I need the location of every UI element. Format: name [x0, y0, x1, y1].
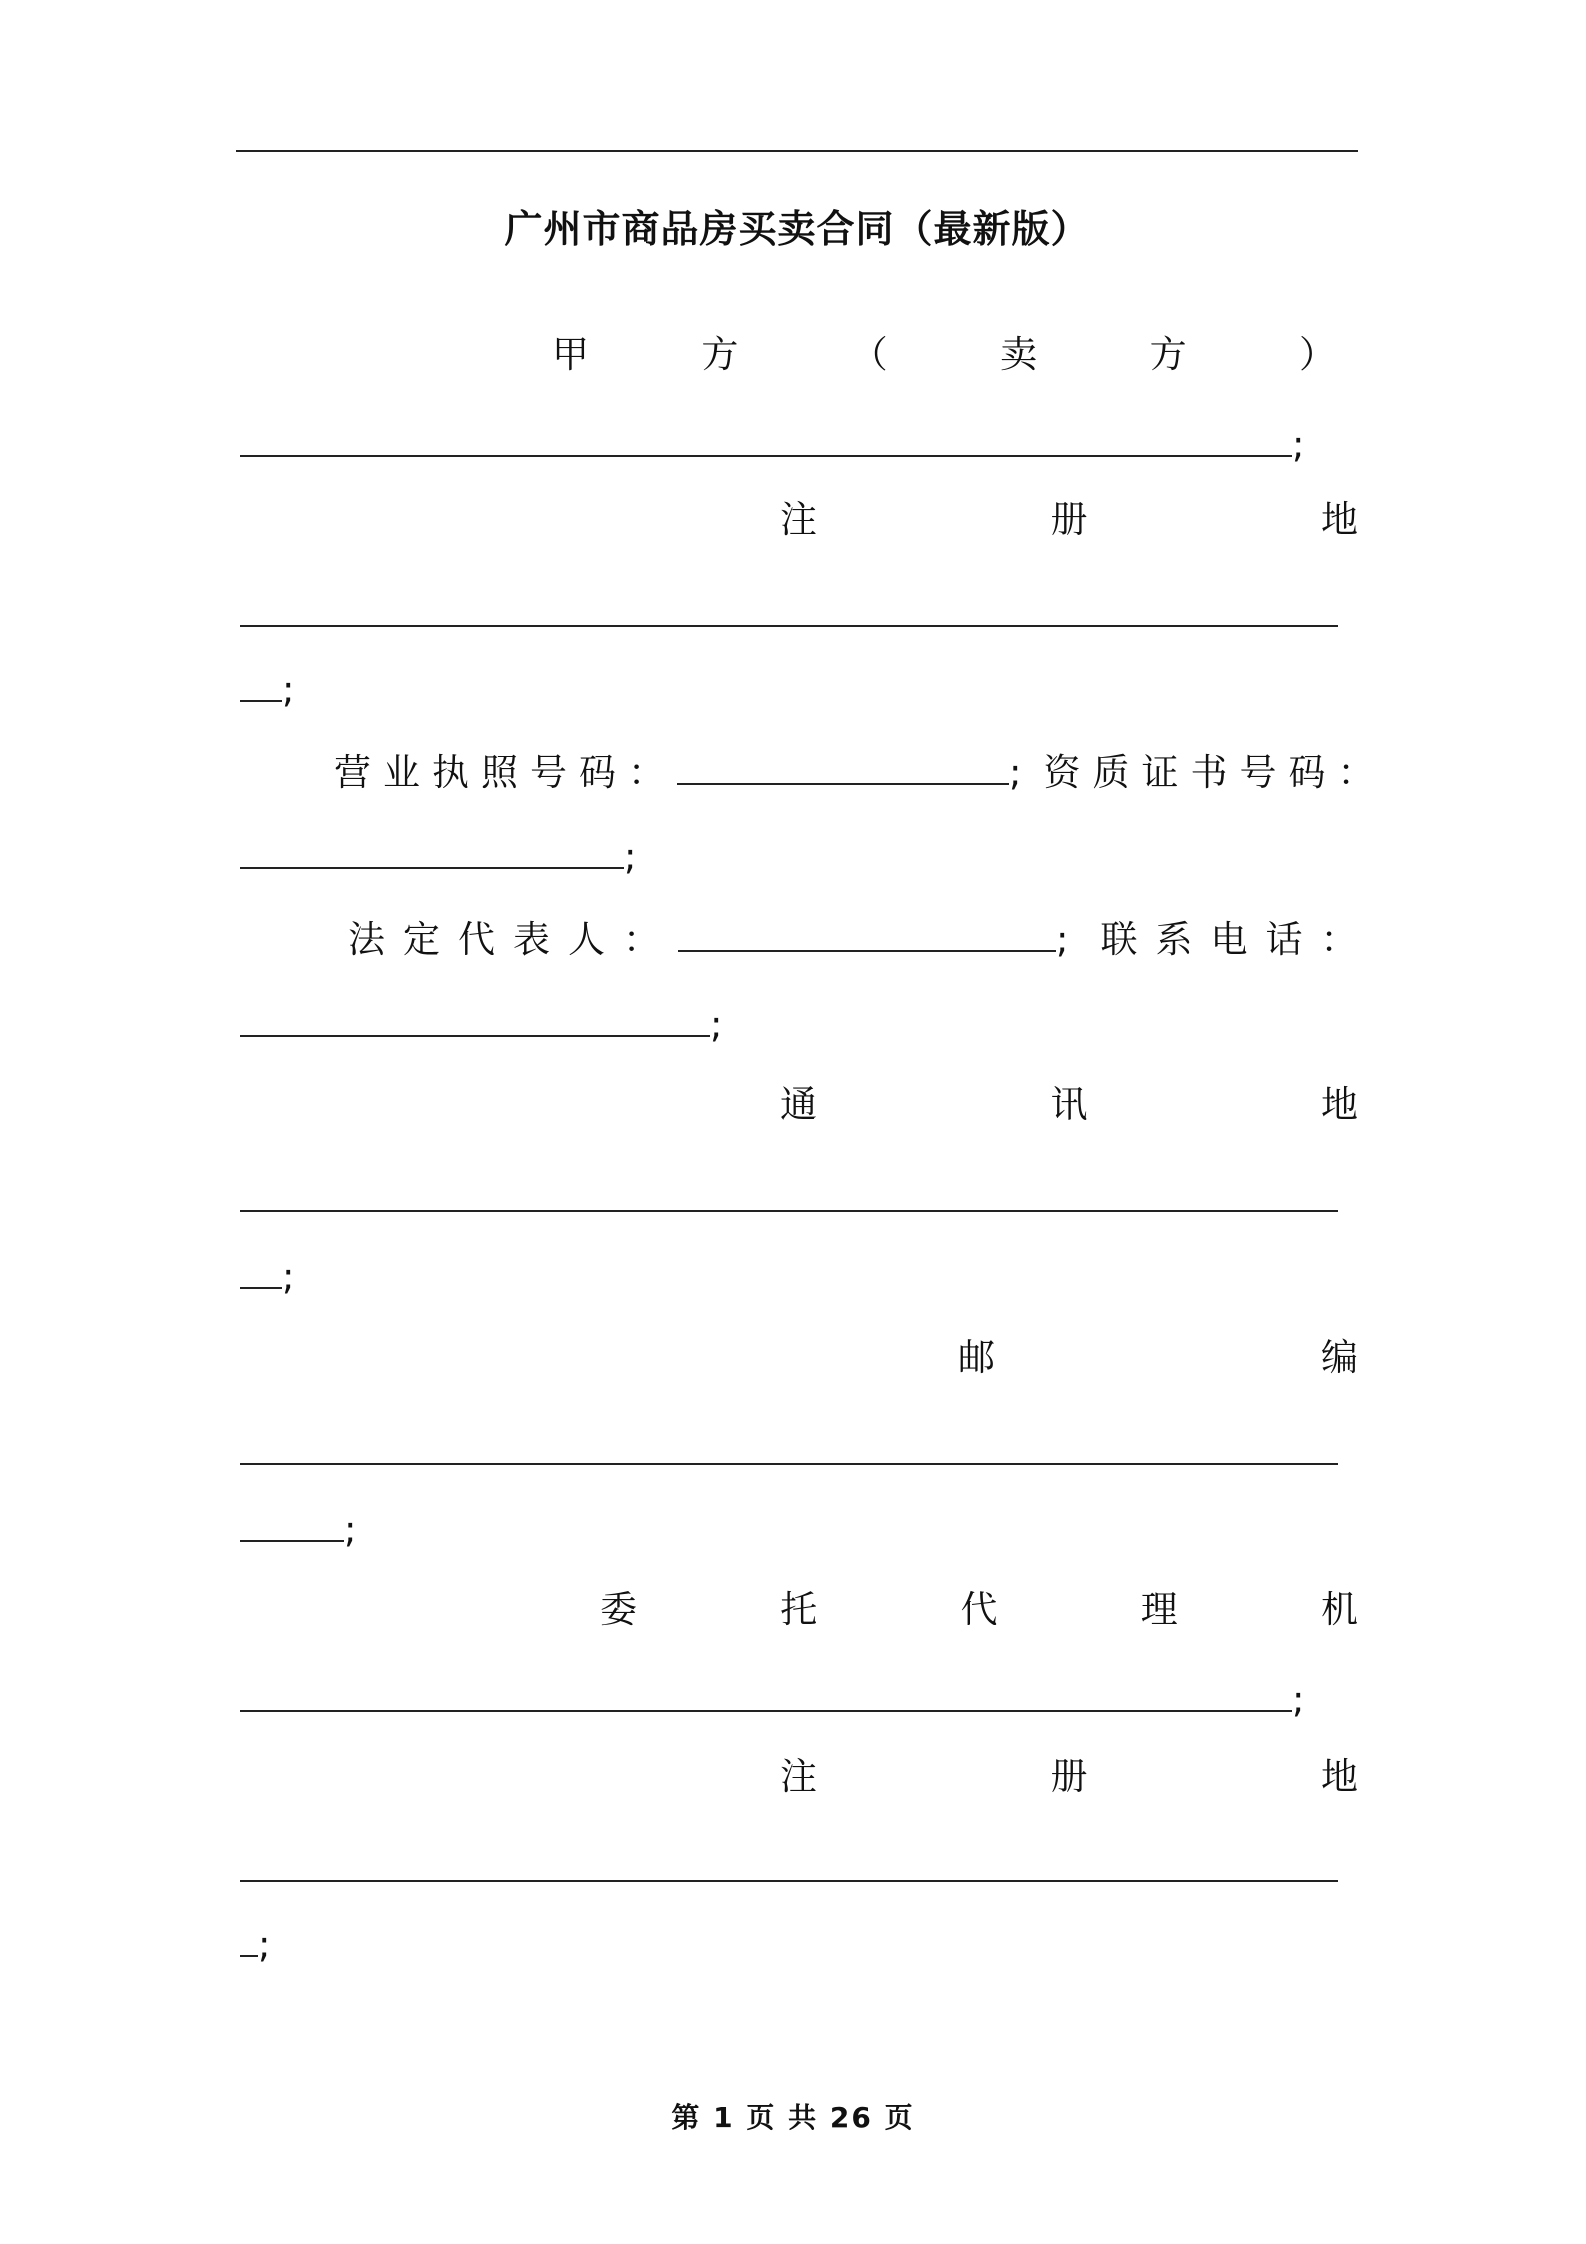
party-a-char: 卖: [1000, 333, 1038, 376]
registered-address-blank-cont[interactable]: [240, 666, 282, 702]
agent-registered-address-blank[interactable]: [240, 1846, 1338, 1882]
document-title: 广州市商品房买卖合同（最新版）: [504, 207, 1090, 251]
mailing-address-blank-row: [240, 1175, 1360, 1225]
qualification-cert-blank-row: [240, 832, 1360, 882]
party-a-label-row: [552, 330, 1336, 380]
page-number: 第 1 页 共 26 页: [671, 2101, 915, 2134]
postcode-blank-row-2: [240, 1505, 1360, 1555]
registered-address-label-row: [780, 495, 1358, 545]
semicolon: ;: [282, 1255, 295, 1298]
agent-char: 机: [1321, 1588, 1358, 1631]
agent-blank-row: [240, 1675, 1360, 1725]
contact-phone-blank[interactable]: [240, 1001, 710, 1037]
legal-rep-label: 法定代表人：: [348, 918, 678, 961]
postcode-blank[interactable]: [240, 1429, 1338, 1465]
agent-char: 代: [960, 1588, 998, 1631]
party-a-char: 甲: [552, 333, 589, 376]
semicolon: ;: [258, 1923, 271, 1966]
mailing-address-blank-cont[interactable]: [240, 1253, 282, 1289]
business-license-label: 营业执照号码：: [334, 751, 677, 794]
mailing-address-blank-row-2: [240, 1252, 1360, 1302]
contact-phone-label: 联系电话：: [1100, 918, 1376, 961]
party-a-char: ）: [1298, 333, 1336, 376]
qualification-cert-blank[interactable]: [240, 833, 624, 869]
agent-registered-address-blank-cont[interactable]: [240, 1921, 258, 1957]
qualification-cert-label: 资质证书号码：: [1043, 751, 1387, 794]
registered-address-blank[interactable]: [240, 591, 1338, 627]
mailing-address-char: 地: [1321, 1083, 1358, 1126]
semicolon: ;: [1009, 751, 1022, 794]
agent-registered-address-char: 地: [1321, 1755, 1358, 1798]
mailing-address-label-row: [780, 1080, 1358, 1130]
postcode-char: 编: [1321, 1336, 1358, 1379]
party-a-blank[interactable]: [240, 421, 1292, 457]
mailing-address-blank[interactable]: [240, 1176, 1338, 1212]
party-a-char: 方: [1149, 333, 1187, 376]
semicolon: ;: [1292, 1678, 1305, 1721]
contact-phone-blank-row: [240, 1000, 1360, 1050]
agent-char: 理: [1140, 1588, 1178, 1631]
mailing-address-char: 讯: [1050, 1083, 1088, 1126]
agent-char: 托: [780, 1588, 818, 1631]
agent-blank[interactable]: [240, 1676, 1292, 1712]
agent-registered-address-blank-row: [240, 1845, 1360, 1895]
representative-row: [348, 915, 1376, 965]
postcode-blank-row: [240, 1428, 1360, 1478]
license-row: [334, 748, 1387, 798]
legal-rep-blank[interactable]: [678, 916, 1056, 952]
registered-address-char: 册: [1050, 498, 1088, 541]
mailing-address-char: 通: [780, 1083, 817, 1126]
semicolon: ;: [344, 1508, 357, 1551]
agent-char: 委: [600, 1588, 637, 1631]
agent-label-row: [600, 1585, 1358, 1635]
agent-registered-address-char: 注: [780, 1755, 817, 1798]
business-license-blank[interactable]: [677, 749, 1009, 785]
registered-address-char: 注: [780, 498, 817, 541]
semicolon: ;: [710, 1003, 723, 1046]
party-a-char: （: [850, 333, 888, 376]
semicolon: ;: [282, 668, 295, 711]
semicolon: ;: [624, 835, 637, 878]
registered-address-blank-row: [240, 590, 1360, 640]
header-rule: [236, 150, 1358, 152]
agent-registered-address-char: 册: [1050, 1755, 1088, 1798]
agent-registered-address-label-row: [780, 1752, 1358, 1802]
postcode-label-row: [958, 1333, 1358, 1383]
registered-address-char: 地: [1321, 498, 1358, 541]
party-a-fill-row: [240, 420, 1360, 470]
semicolon: ;: [1292, 423, 1305, 466]
postcode-char: 邮: [958, 1336, 995, 1379]
registered-address-blank-row-2: [240, 665, 1360, 715]
postcode-blank-cont[interactable]: [240, 1506, 344, 1542]
semicolon: ;: [1056, 918, 1069, 961]
agent-registered-address-blank-row-2: [240, 1920, 1360, 1970]
party-a-char: 方: [701, 333, 739, 376]
